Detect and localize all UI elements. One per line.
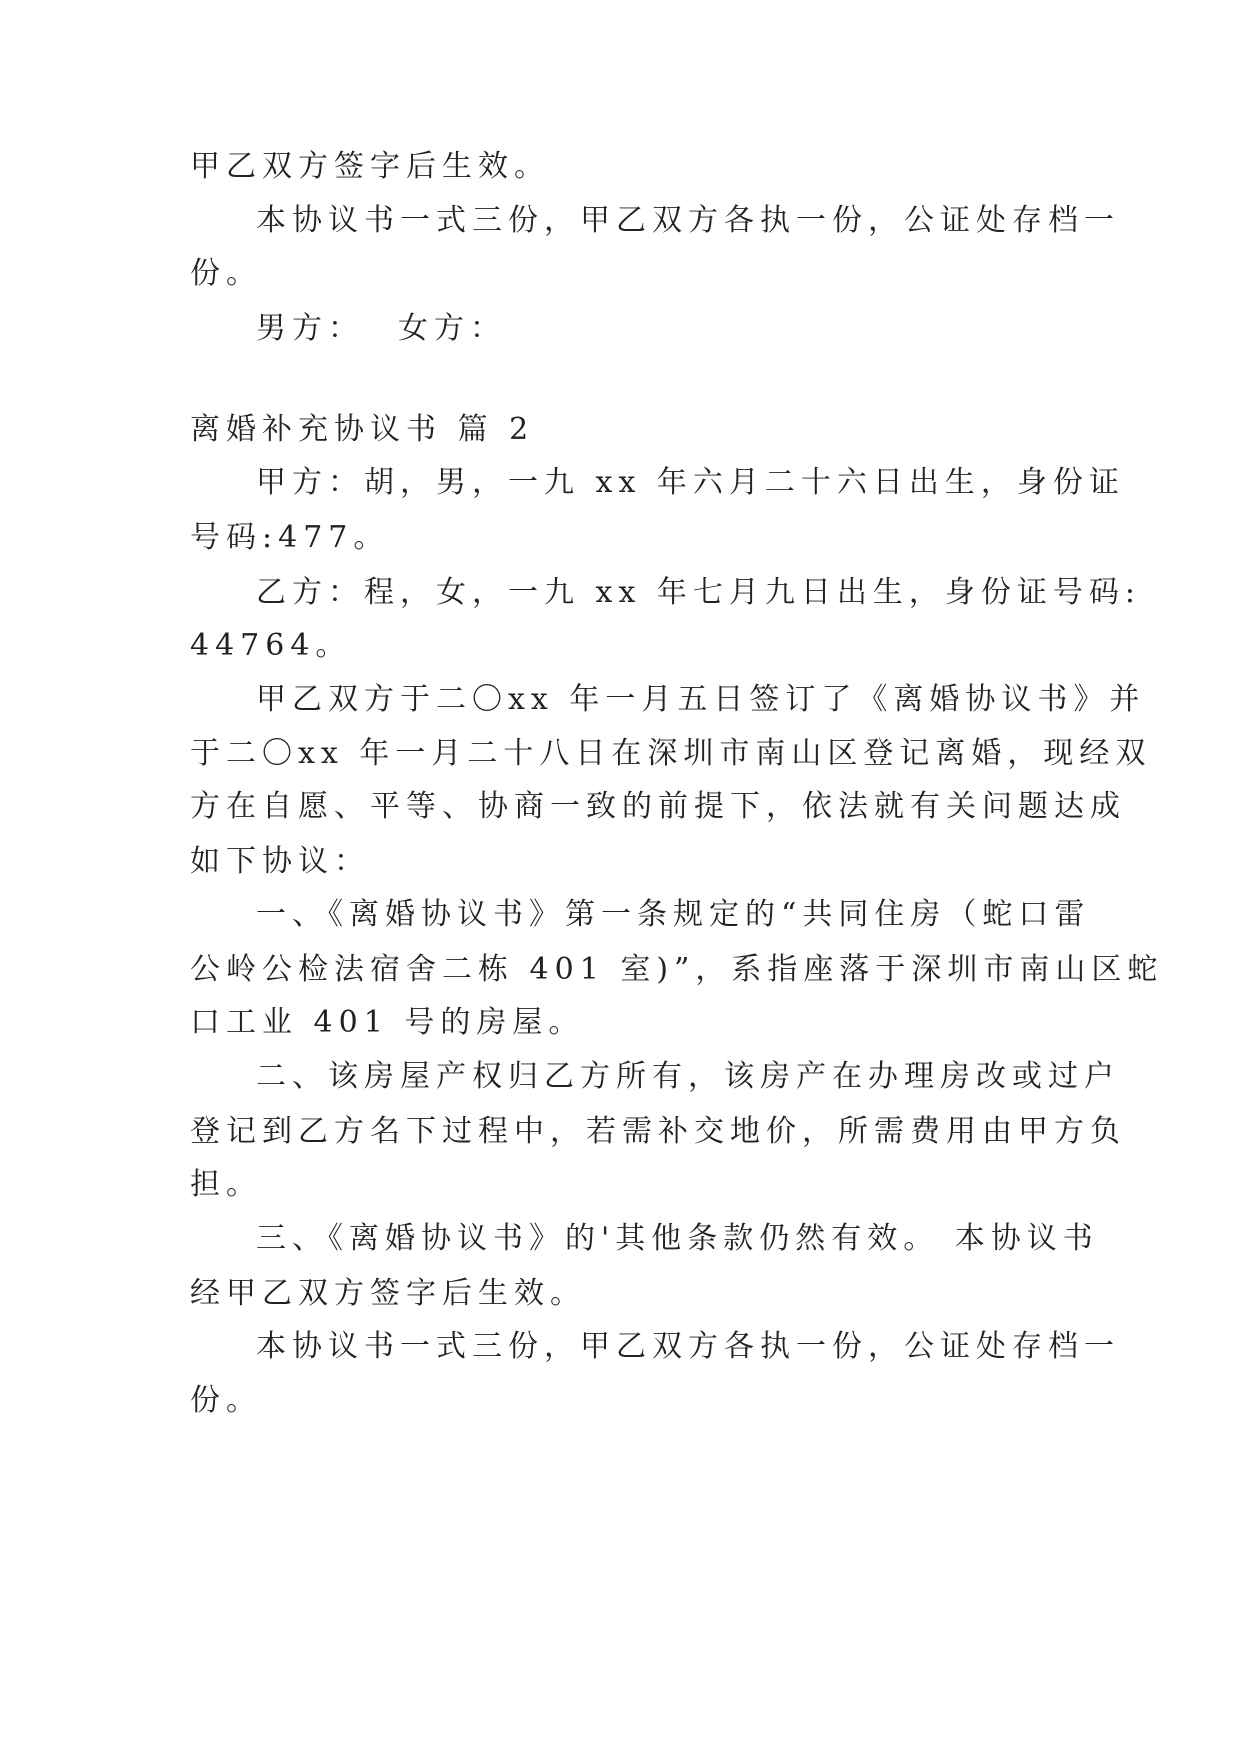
party-a-line: 号码:477。 xyxy=(190,520,390,555)
paragraph-line: 甲乙双方签字后生效。 xyxy=(190,149,550,184)
clause-line: 登记到乙方名下过程中，若需补交地价，所需费用由甲方负 xyxy=(190,1114,1126,1149)
party-a-line: 甲方：胡，男，一九 xx 年六月二十六日出生，身份证 xyxy=(256,465,1125,500)
intro-line: 甲乙双方于二〇xx 年一月五日签订了《离婚协议书》并 xyxy=(256,682,1146,717)
male-signature-label: 男方： xyxy=(256,311,364,346)
clause-line: 三、《离婚协议书》的'其他条款仍然有效。 本协议书 xyxy=(256,1221,1099,1256)
clause-line: 一、《离婚协议书》第一条规定的“共同住房（蛇口雷 xyxy=(256,897,1091,932)
section-title: 离婚补充协议书 篇 2 xyxy=(190,412,535,447)
copies-line: 本协议书一式三份，甲乙双方各执一份，公证处存档一 xyxy=(256,1329,1120,1364)
clause-line: 担。 xyxy=(190,1167,262,1202)
copies-line: 份。 xyxy=(190,1383,262,1418)
clause-line: 公岭公检法宿舍二栋 401 室)”，系指座落于深圳市南山区蛇 xyxy=(190,952,1164,987)
paragraph-line: 本协议书一式三份，甲乙双方各执一份，公证处存档一 xyxy=(256,203,1120,238)
intro-line: 于二〇xx 年一月二十八日在深圳市南山区登记离婚，现经双 xyxy=(190,736,1152,771)
intro-line: 方在自愿、平等、协商一致的前提下，依法就有关问题达成 xyxy=(190,789,1126,824)
clause-line: 口工业 401 号的房屋。 xyxy=(190,1005,585,1040)
signature-line xyxy=(256,309,1136,349)
party-b-line: 44764。 xyxy=(190,628,352,663)
intro-line: 如下协议： xyxy=(190,844,370,879)
clause-line: 二、该房屋产权归乙方所有，该房产在办理房改或过户 xyxy=(256,1059,1120,1094)
clause-line: 经甲乙双方签字后生效。 xyxy=(190,1276,586,1311)
paragraph-line: 份。 xyxy=(190,256,262,291)
party-b-line: 乙方：程，女，一九 xx 年七月九日出生，身份证号码: xyxy=(256,575,1142,610)
female-signature-label: 女方： xyxy=(398,311,506,346)
